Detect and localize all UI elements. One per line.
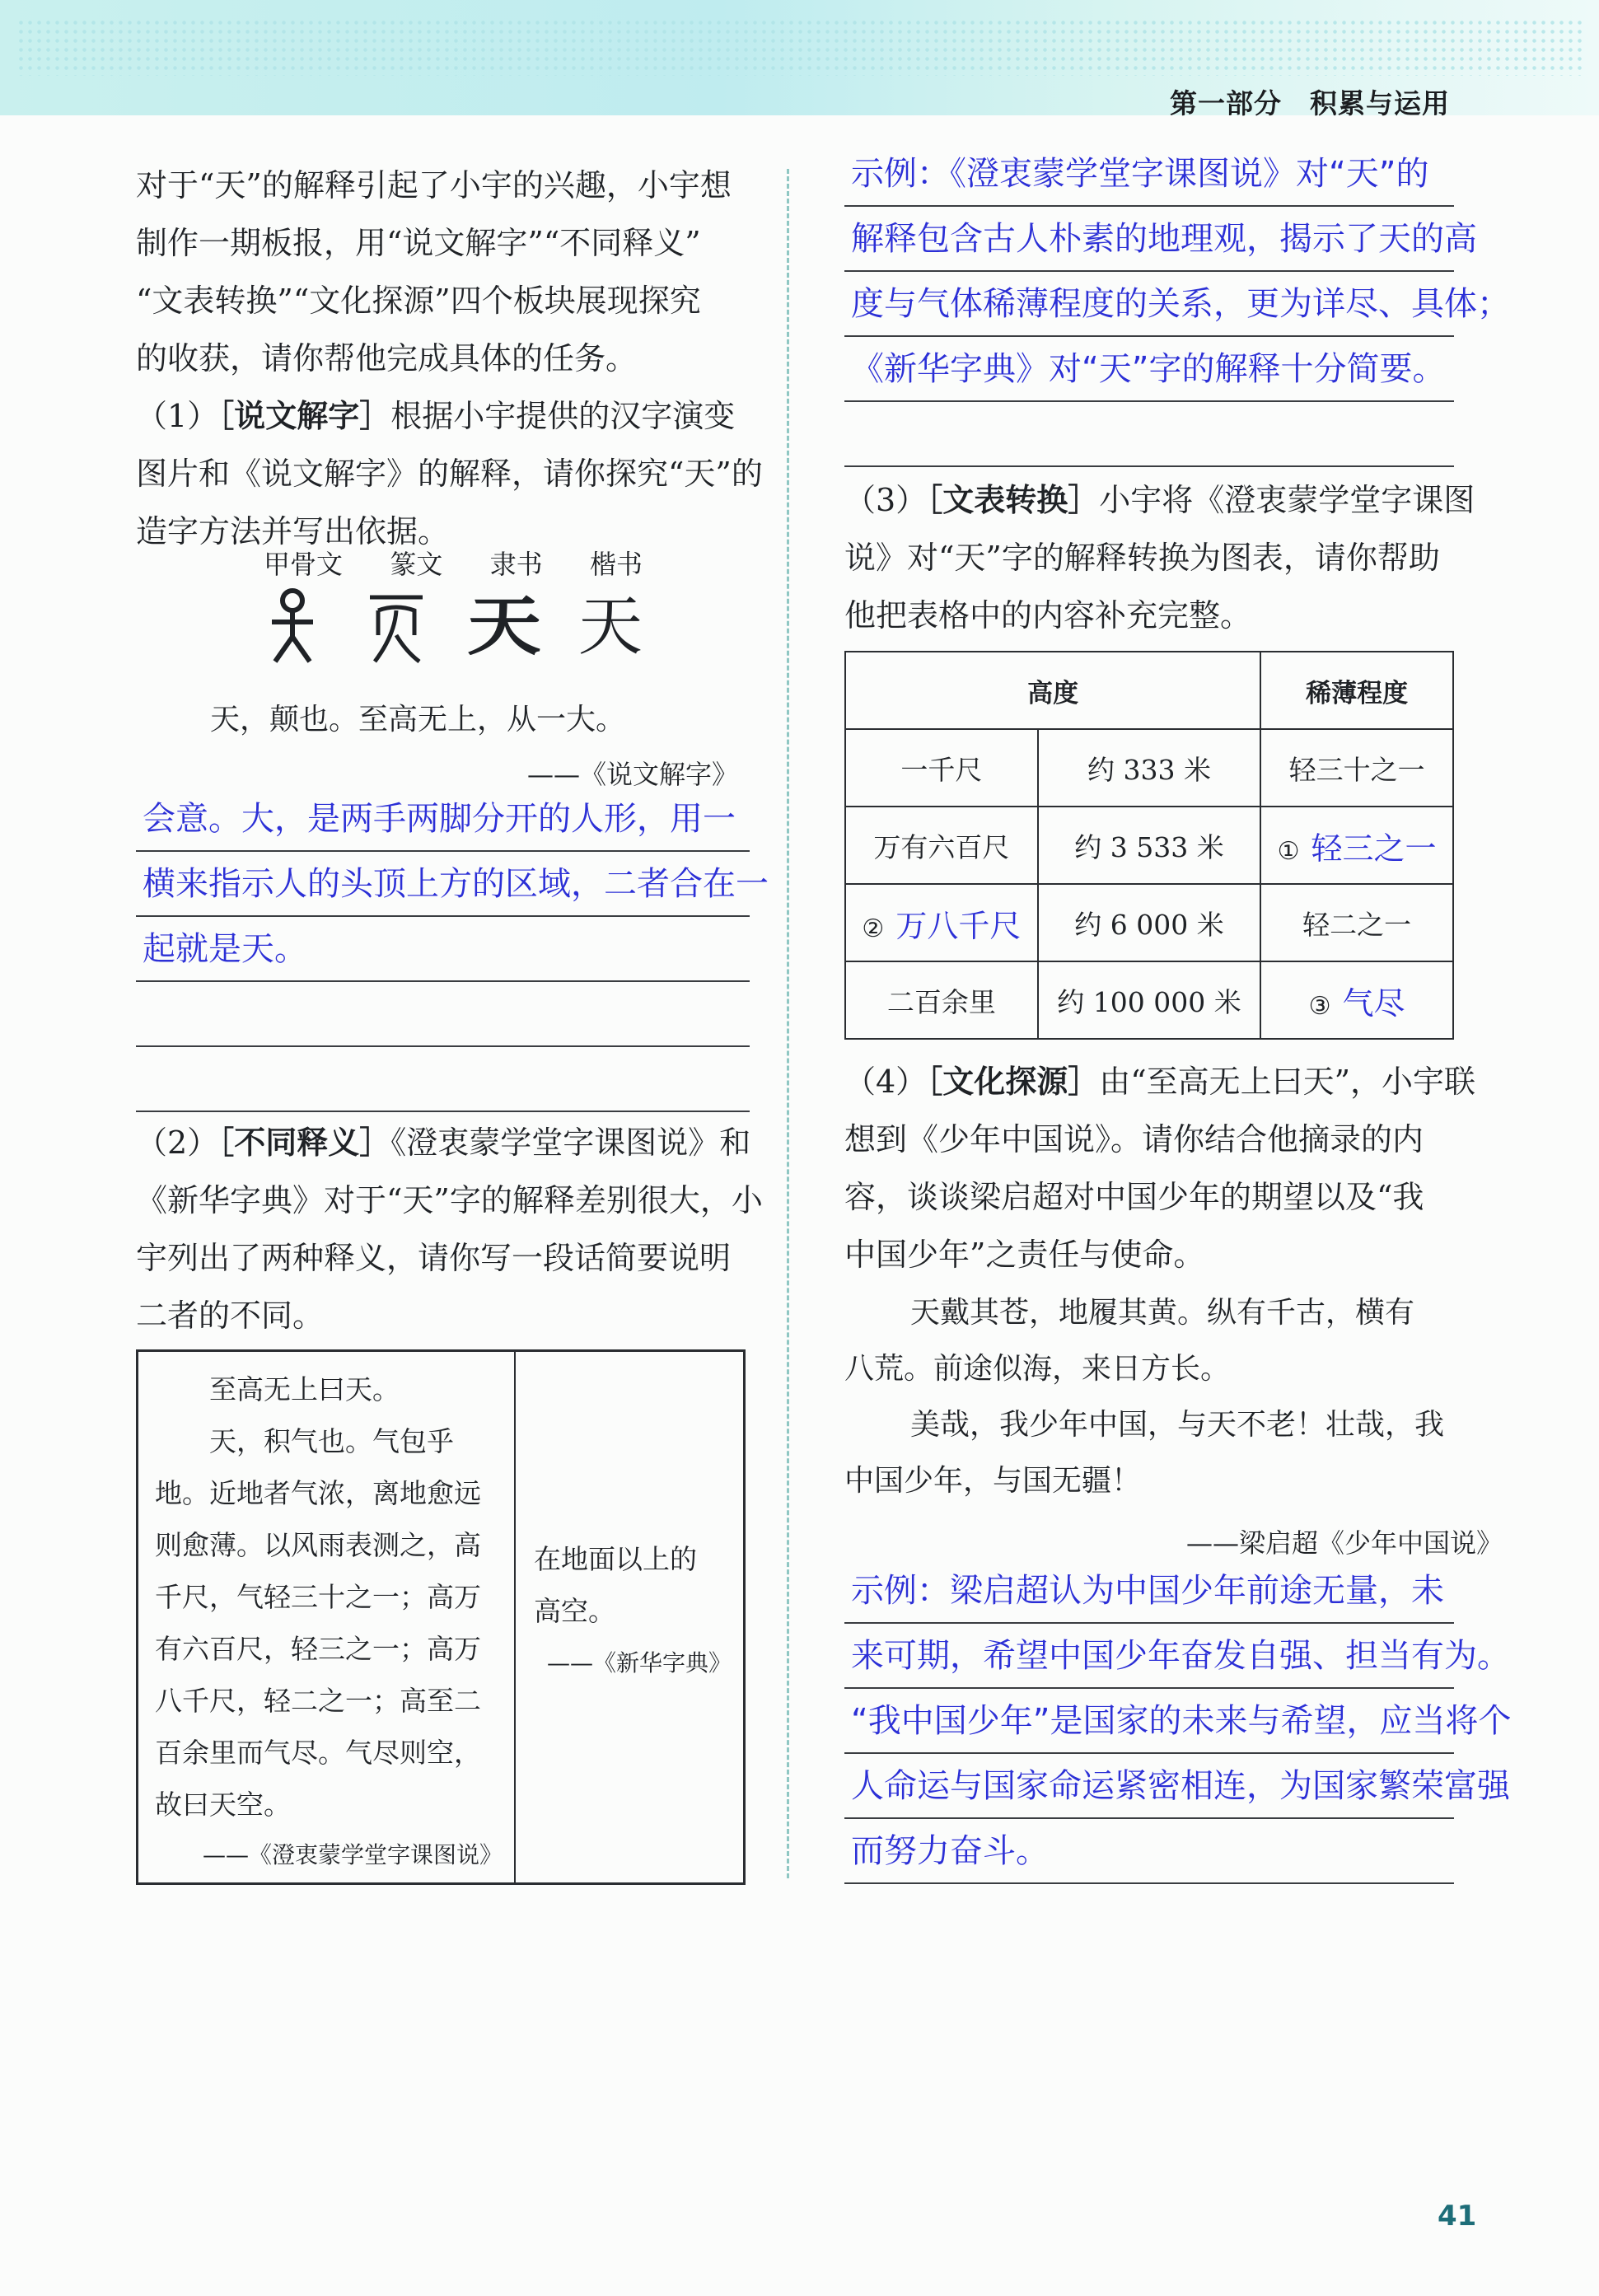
poem-line: 中国少年，与国无疆！ [844,1464,1142,1498]
q3-tag: ［文表转换］ [927,482,1100,518]
q2-prompt [136,1114,763,1344]
oracle-tian-glyph [264,586,321,668]
conversion-table [844,651,1454,1040]
q3-line: 说》对“天”字的解释转换为图表，请你帮助 [844,540,1440,576]
answer-cell-3[interactable]: ③ 气尽 [1260,961,1453,1039]
intro-line: 制作一期板报，用“说文解字”“不同释义” [136,225,701,261]
q4-answer-area[interactable] [844,1559,1512,1884]
q2-line: 《澄衷蒙学堂字课图说》和 [390,1125,751,1161]
xinhua-definition: 在地面以上的 高空。 ——《新华字典》 [516,1352,743,1882]
q1-line: 图片和《说文解字》的解释，请你探究“天”的 [136,456,763,492]
q4-line: 容，谈谈梁启超对中国少年的期望以及“我 [844,1179,1424,1215]
answer-cell-2[interactable]: ② 万八千尺 [845,884,1038,961]
header-thinness: 稀薄程度 [1260,652,1453,729]
answer-line[interactable]: 解释包含古人朴素的地理观，揭示了天的高 [844,207,1454,272]
label-regular: 楷书 [589,549,643,580]
table-row: 二百余里 约 100 000 米 ③ 气尽 [845,961,1453,1039]
q1-line: 造字方法并写出依据。 [136,513,450,549]
q4-line: 想到《少年中国说》。请你结合他摘录的内 [844,1121,1424,1157]
chengzhong-source: ——《澄衷蒙学堂字课图说》 [202,1841,503,1868]
label-clerical: 隶书 [489,549,543,580]
header-pattern [16,18,1582,76]
poem-line: 美哉，我少年中国，与天不老！壮哉，我 [910,1408,1445,1442]
q1-answer-area[interactable] [136,787,769,1112]
q2-line: 《新华字典》对于“天”字的解释差别很大，小 [136,1182,763,1218]
answer-line[interactable]: 而努力奋斗。 [844,1819,1454,1884]
q3-number: （3） [844,482,928,518]
xinhua-source: ——《新华字典》 [546,1649,732,1676]
answer-line[interactable]: 示例：《澄衷蒙学堂字课图说》对“天”的 [844,142,1454,207]
label-seal: 篆文 [390,549,443,580]
q4-number: （4） [844,1064,928,1100]
label-oracle: 甲骨文 [264,549,344,580]
intro-line: 对于“天”的解释引起了小宇的兴趣，小宇想 [136,167,732,203]
page-number: 41 [1438,2200,1477,2233]
answer-line[interactable] [844,402,1454,467]
q1-number: （1） [136,398,219,434]
chengzhong-definition: 至高无上曰天。 天，积气也。气包乎 地。近地者气浓，离地愈远 则愈薄。以风雨表测之，高 千尺，气轻三十之一；高万 有六百尺，轻三之一；高万 八千尺，轻二之一；高至二 百余里而气尽。气尽则空， 故曰天空。 ——《澄衷蒙学堂字课图说》 [138,1352,516,1882]
column-divider [787,169,789,1878]
answer-line[interactable]: “我中国少年”是国家的未来与希望，应当将个 [844,1689,1454,1754]
intro-paragraph [136,157,763,560]
answer-line[interactable]: 横来指示人的头顶上方的区域，二者合在一 [136,852,750,917]
table-row: 一千尺 约 333 米 轻三十之一 [845,729,1453,807]
shuowen-text: 天，颠也。至高无上，从一大。 [210,703,626,736]
q2-answer-area[interactable] [844,142,1510,467]
header-height: 高度 [845,652,1260,729]
shuowen-source: ——《说文解字》 [527,759,739,790]
intro-line: 的收获，请你帮他完成具体的任务。 [136,340,638,376]
q4-line: 中国少年”之责任与使命。 [844,1237,1205,1273]
answer-line[interactable]: 起就是天。 [136,917,750,982]
answer-line[interactable]: 来可期，希望中国少年奋发自强、担当有为。 [844,1624,1454,1689]
q2-tag: ［不同释义］ [218,1125,391,1161]
answer-line[interactable] [136,1047,750,1112]
seal-tian-glyph [363,586,429,668]
table-row: ② 万八千尺 约 6 000 米 轻二之一 [845,884,1453,961]
answer-line[interactable]: 人命运与国家命运紧密相连，为国家繁荣富强 [844,1754,1454,1819]
answer-line[interactable]: 度与气体稀薄程度的关系，更为详尽、具体； [844,272,1454,337]
poem-line: 八荒。前途似海，来日方长。 [844,1352,1231,1386]
intro-line: “文表转换”“文化探源”四个板块展现探究 [136,283,701,319]
q4-line: 由“至高无上曰天”，小宇联 [1099,1064,1476,1100]
table-row: 万有六百尺 约 3 533 米 ① 轻三之一 [845,807,1453,884]
q4-prompt [844,1053,1475,1284]
q4-tag: ［文化探源］ [927,1064,1100,1100]
clerical-tian-glyph: 天 [466,590,541,664]
q2-number: （2） [136,1125,219,1161]
definition-comparison-box [136,1349,746,1885]
q2-line: 宇列出了两种释义，请你写一段话简要说明 [136,1240,732,1276]
answer-line[interactable] [136,982,750,1047]
answer-line[interactable]: 会意。大，是两手两脚分开的人形，用一 [136,787,750,852]
q3-prompt [844,471,1475,644]
q1-tag: ［说文解字］ [218,398,391,434]
answer-line[interactable]: 示例：梁启超认为中国少年前途无量，未 [844,1559,1454,1624]
q3-line: 他把表格中的内容补充完整。 [844,597,1252,634]
poem-line: 天戴其苍，地履其黄。纵有千古，横有 [910,1296,1415,1330]
regular-tian-glyph: 天 [577,590,643,664]
q2-line: 二者的不同。 [136,1298,325,1334]
section-title: 第一部分 积累与运用 [1170,87,1450,119]
answer-line[interactable]: 《新华字典》对“天”字的解释十分简要。 [844,337,1454,402]
q1-prompt [136,387,763,445]
poem-source: ——梁启超《少年中国说》 [1186,1527,1503,1559]
character-evolution [264,548,643,668]
q1-line: 根据小宇提供的汉字演变 [390,398,736,434]
answer-cell-1[interactable]: ① 轻三之一 [1260,807,1453,884]
q3-line: 小宇将《澄衷蒙学堂字课图 [1099,482,1475,518]
